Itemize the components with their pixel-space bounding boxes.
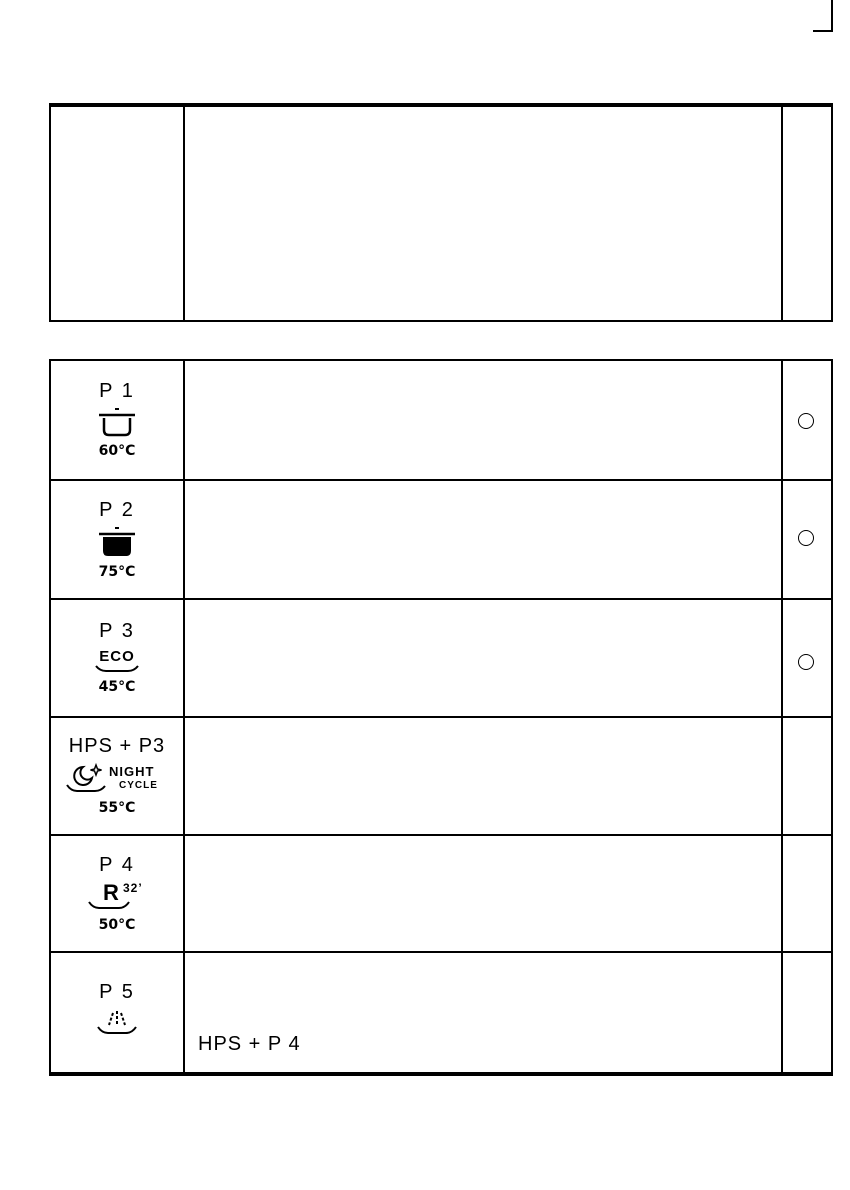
program-name: P 1 bbox=[99, 380, 135, 402]
program-row-p3 bbox=[51, 600, 831, 718]
svg-text:32’: 32’ bbox=[123, 880, 143, 895]
program-cell bbox=[51, 481, 183, 598]
program-extra-text: HPS + P 4 bbox=[198, 1033, 301, 1055]
pot-outline-icon bbox=[97, 406, 137, 438]
program-temperature: 75°C bbox=[98, 563, 136, 580]
program-temperature: 45°C bbox=[98, 679, 136, 695]
program-name: P 3 bbox=[99, 620, 135, 642]
program-radio[interactable] bbox=[798, 413, 814, 429]
crop-mark bbox=[813, 0, 833, 32]
header-table bbox=[49, 103, 833, 322]
program-cell bbox=[51, 836, 183, 951]
svg-text:NIGHT: NIGHT bbox=[109, 764, 155, 779]
program-cell bbox=[51, 718, 183, 834]
svg-text:R: R bbox=[103, 879, 119, 905]
program-cell bbox=[51, 600, 183, 716]
program-cell bbox=[51, 361, 183, 479]
pot-filled-icon bbox=[97, 525, 137, 559]
program-temperature: 55°C bbox=[98, 800, 136, 816]
program-row-p4 bbox=[51, 836, 831, 953]
rapid-32-icon bbox=[77, 880, 157, 912]
program-temperature: 60°C bbox=[98, 443, 136, 459]
program-name: P 5 bbox=[99, 981, 135, 1003]
program-row-night bbox=[51, 718, 831, 836]
program-cell bbox=[51, 953, 183, 1074]
program-name: P 4 bbox=[99, 853, 135, 876]
program-name: HPS + P3 bbox=[68, 735, 166, 757]
program-name: P 2 bbox=[99, 498, 135, 521]
column-divider bbox=[183, 107, 185, 320]
svg-text:ECO: ECO bbox=[99, 648, 135, 665]
program-temperature: 50°C bbox=[98, 916, 136, 933]
program-row-p1 bbox=[51, 361, 831, 481]
column-divider bbox=[781, 107, 783, 320]
program-radio[interactable] bbox=[798, 654, 814, 670]
program-table bbox=[49, 359, 833, 1076]
program-row-p5 bbox=[51, 953, 831, 1074]
eco-icon bbox=[92, 646, 142, 674]
night-cycle-icon bbox=[65, 761, 169, 795]
program-row-p2 bbox=[51, 481, 831, 600]
spray-icon bbox=[92, 1007, 142, 1039]
svg-text:CYCLE: CYCLE bbox=[119, 780, 158, 791]
program-radio[interactable] bbox=[798, 530, 814, 546]
